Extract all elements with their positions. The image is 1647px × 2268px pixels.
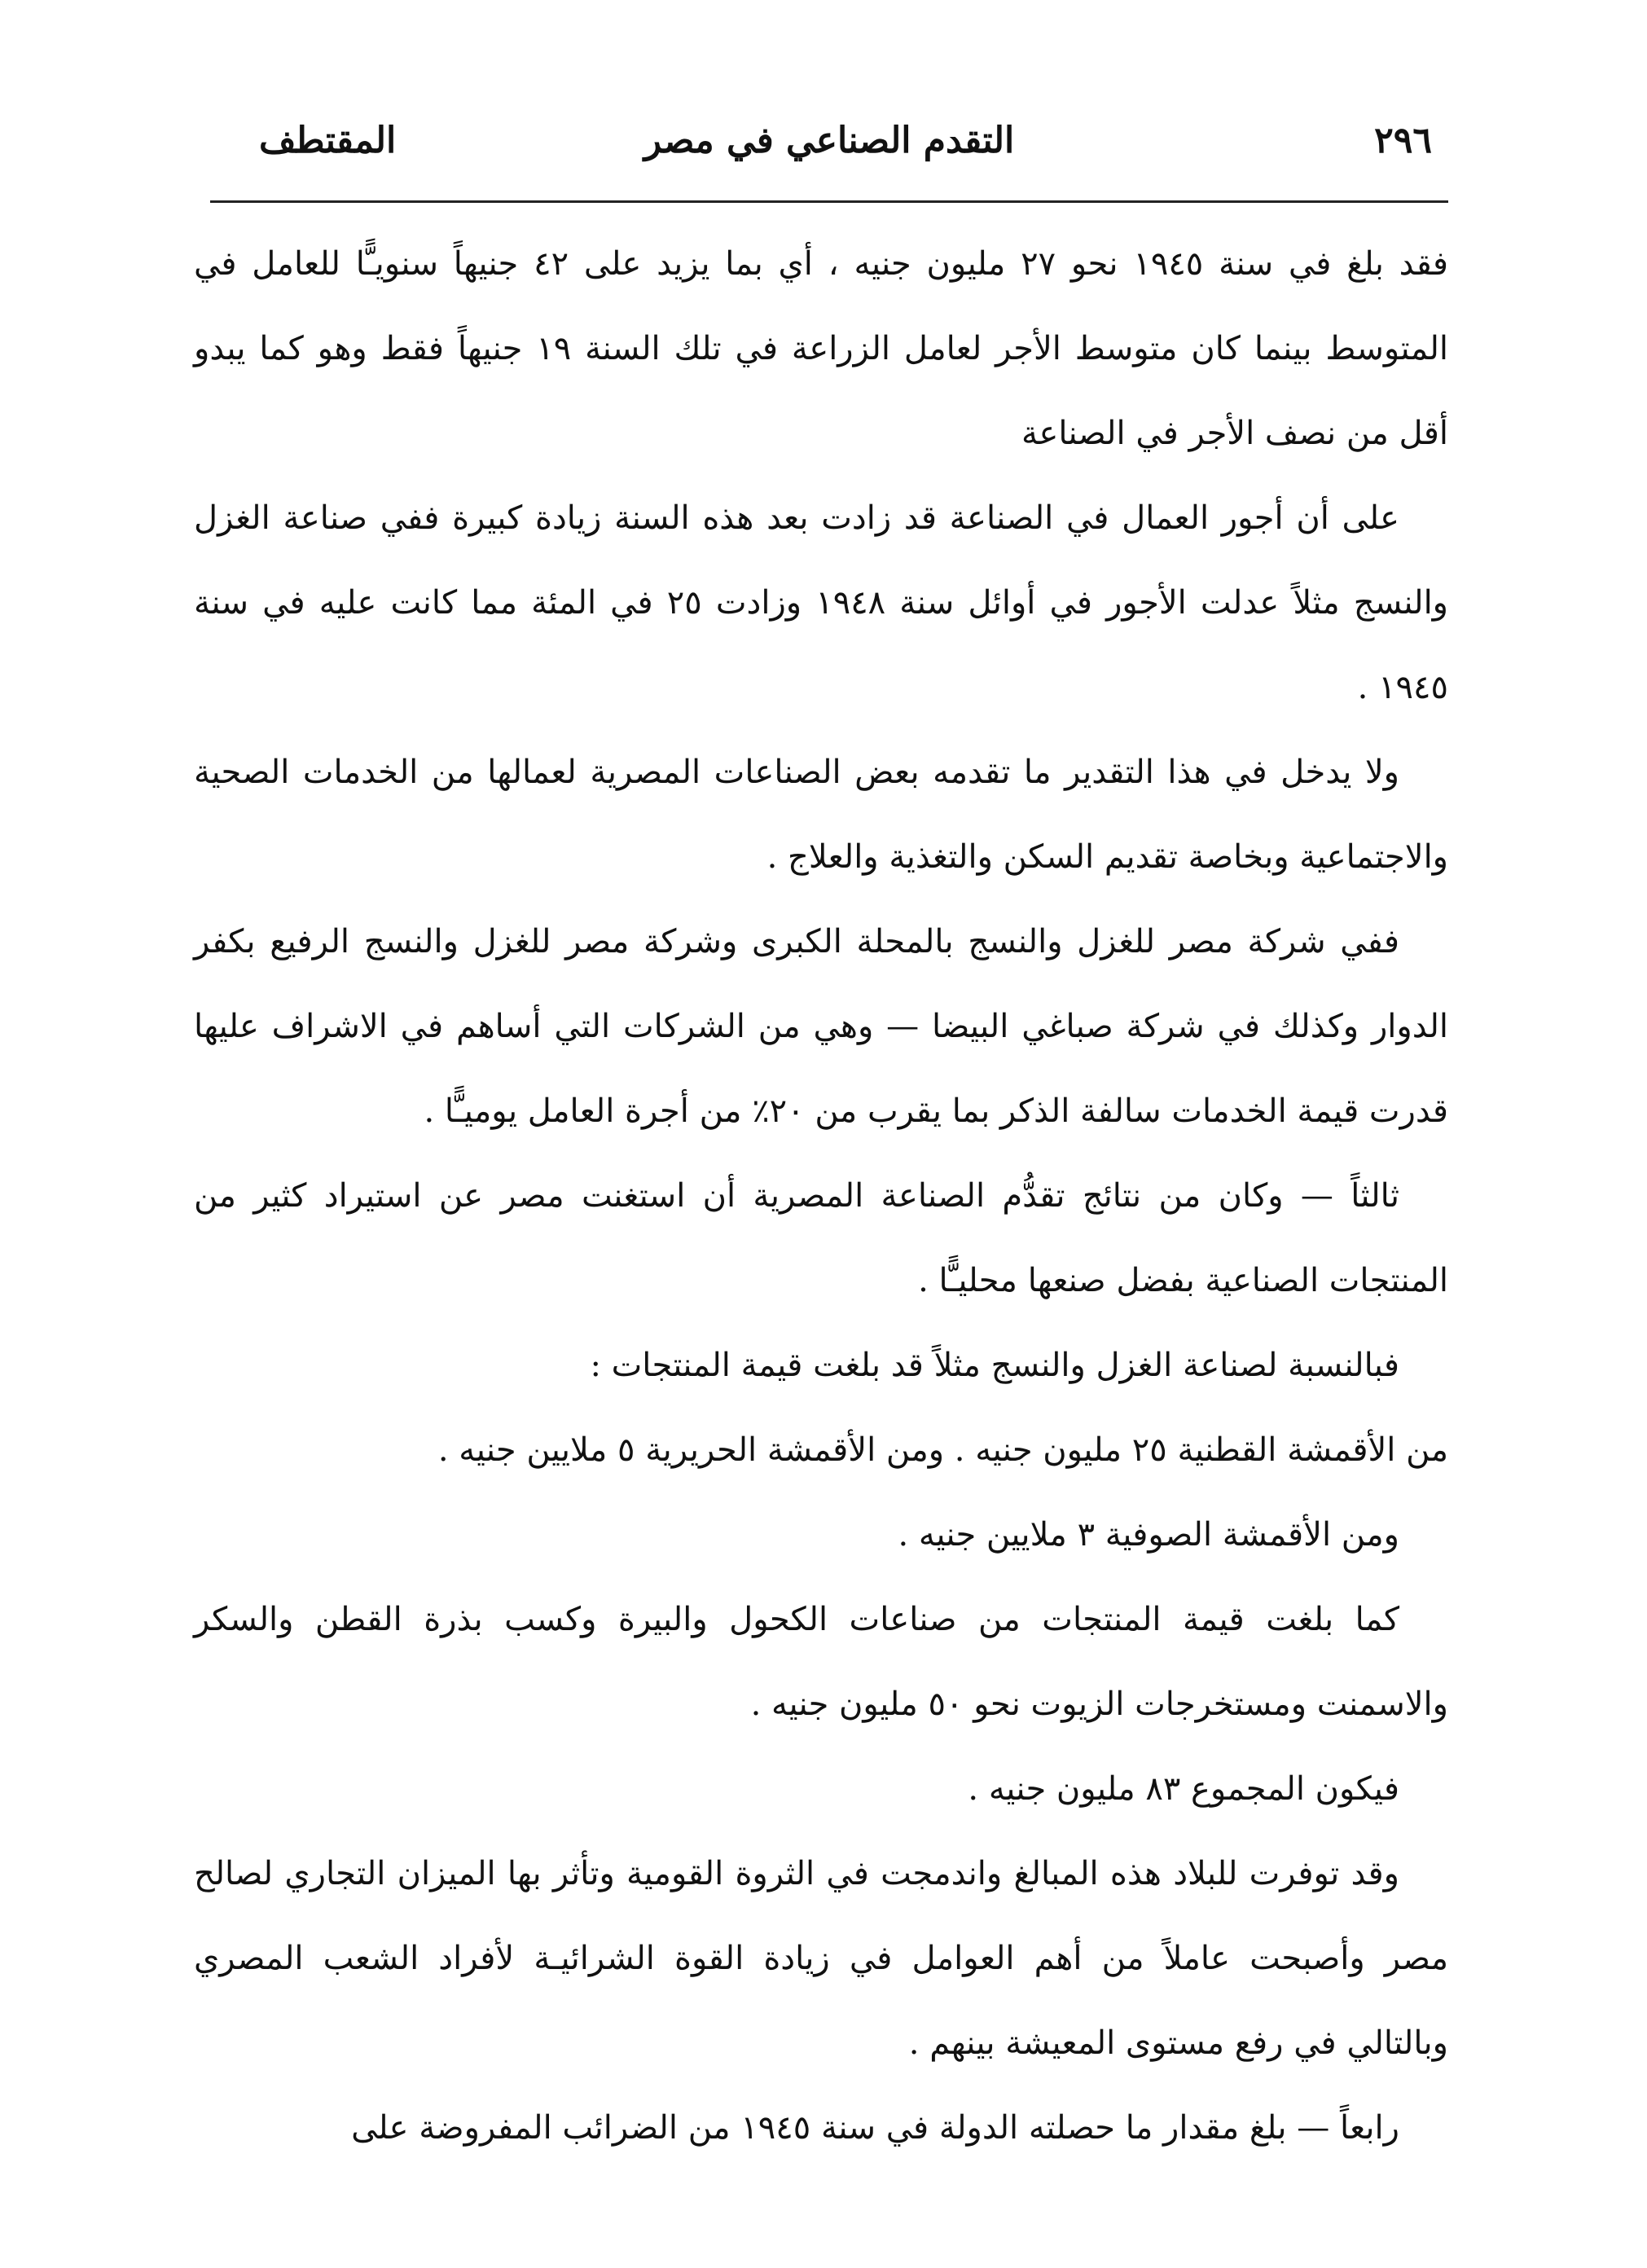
paragraph: ومن الأقمشة الصوفية ٣ ملايين جنيه .: [898, 1516, 1399, 1554]
paragraph: على أن أجور العمال في الصناعة قد زادت بعد هذه السنة زيادة كبيرة ففي صناعة الغزل والنسج مثلاً عدلت الأجور في أوائل سنة ١٩٤٨ وزادت ٢٥ في المئة مما كانت عليه في سنة ١٩٤٥ .: [194, 499, 1449, 706]
paragraph: ففي شركة مصر للغزل والنسج بالمحلة الكبرى وشركة مصر للغزل والنسج الرفيع بكفر الدوار وكذلك في شركة صباغي البيضا — وهي من الشركات التي أساهم في الاشراف عليها قدرت قيمة الخدمات سالفة الذكر بما يقرب من ٢٠٪ من أجرة العامل يوميـًّا .: [194, 923, 1448, 1130]
chapter-title: التقدم الصناعي في مصر: [643, 120, 1015, 161]
paragraph: فقد بلغ في سنة ١٩٤٥ نحو ٢٧ مليون جنيه ، أي بما يزيد على ٤٢ جنيهاً سنويـًّا للعامل في المتوسط بينما كان متوسط الأجر لعامل الزراعة في تلك السنة ١٩ جنيهاً فقط وهو كما يبدو أقل من نصف الأجر في الصناعة: [194, 245, 1449, 452]
paragraph: فيكون المجموع ٨٣ مليون جنيه .: [968, 1770, 1399, 1808]
header-rule: [210, 200, 1448, 203]
paragraph: من الأقمشة القطنية ٢٥ مليون جنيه . ومن الأقمشة الحريرية ٥ ملايين جنيه .: [437, 1431, 1448, 1469]
page-number: ٢٩٦: [1374, 120, 1432, 161]
paragraph: رابعاً — بلغ مقدار ما حصلته الدولة في سنة ١٩٤٥ من الضرائب المفروضة على: [351, 2109, 1399, 2147]
paragraph: كما بلغت قيمة المنتجات من صناعات الكحول والبيرة وكسب بذرة القطن والسكر والاسمنت ومستخرجات الزيوت نحو ٥٠ مليون جنيه .: [194, 1601, 1448, 1723]
paragraph: فبالنسبة لصناعة الغزل والنسج مثلاً قد بلغت قيمة المنتجات :: [590, 1347, 1399, 1384]
body-text: [194, 222, 1448, 2170]
paragraph: ولا يدخل في هذا التقدير ما تقدمه بعض الصناعات المصرية لعمالها من الخدمات الصحية والاجتماعية وبخاصة تقديم السكن والتغذية والعلاج .: [194, 754, 1448, 876]
running-header: [210, 112, 1448, 169]
paragraph: وقد توفرت للبلاد هذه المبالغ واندمجت في الثروة القومية وتأثر بها الميزان التجاري لصالح مصر وأصبحت عاملاً من أهم العوامل في زيادة القوة الشرائيـة لأفراد الشعب المصري وبالتالي في رفع مستوى المعيشة بينهم .: [194, 1855, 1448, 2062]
journal-name: المقتطف: [259, 120, 397, 161]
paragraph: ثالثاً — وكان من نتائج تقدُّم الصناعة المصرية أن استغنت مصر عن استيراد كثير من المنتجات الصناعية بفضل صنعها محليـًّا .: [194, 1177, 1448, 1299]
